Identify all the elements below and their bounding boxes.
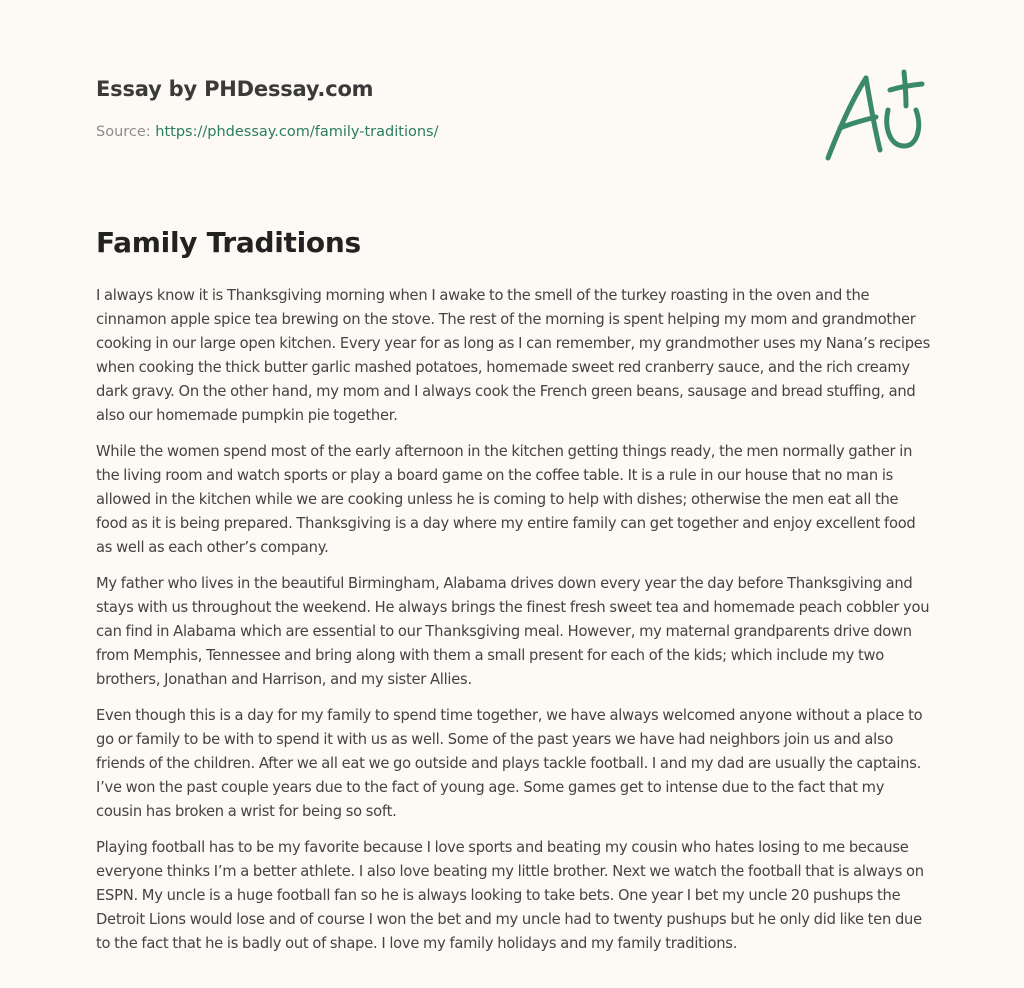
- essay-paragraph: While the women spend most of the early afternoon in the kitchen getting things ready, the men normally gather in the living room and watch sports or play a board game on the coffee table. It is a rule in our house that no man is allowed in the kitchen while we are cooking unless he is coming to help with dishes; otherwise the men eat all the food as it is being prepared. Thanksgiving is a day where my entire family can get together and enjoy excellent food as well as each other’s company.: [96, 443, 916, 556]
- essay-body: [96, 284, 932, 968]
- a-plus-grade-icon: [822, 68, 930, 164]
- source-link[interactable]: https://phdessay.com/family-traditions/: [155, 124, 439, 140]
- brand-title: Essay by PHDessay.com: [96, 77, 374, 101]
- essay-title: Family Traditions: [96, 226, 361, 259]
- essay-paragraph: Even though this is a day for my family to spend time together, we have always welcomed anyone without a place to go or family to be with to spend it with us as well. Some of the past years we have had neighbors join us and also friends of the children. After we all eat we go outside and plays tackle football. I and my dad are usually the captains. I’ve won the past couple years due to the fact of young age. Some games get to intense due to the fact that my cousin has broken a wrist for being so soft.: [96, 707, 923, 820]
- essay-paragraph: Playing football has to be my favorite because I love sports and beating my cousin who hates losing to me because everyone thinks I’m a better athlete. I also love beating my little brother. Next we watch the football that is always on ESPN. My uncle is a huge football fan so he is always looking to take bets. One year I bet my uncle 20 pushups the Detroit Lions would lose and of course I won the bet and my uncle had to twenty pushups but he only did like ten due to the fact that he is badly out of shape. I love my family holidays and my family traditions.: [96, 839, 924, 952]
- essay-paragraph: My father who lives in the beautiful Birmingham, Alabama drives down every year the day before Thanksgiving and stays with us throughout the weekend. He always brings the finest fresh sweet tea and homemade peach cobbler you can find in Alabama which are essential to our Thanksgiving meal. However, my maternal grandparents drive down from Memphis, Tennessee and bring along with them a small present for each of the kids; which include my two brothers, Jonathan and Harrison, and my sister Allies.: [96, 575, 930, 688]
- source-label: Source:: [96, 124, 156, 140]
- source-line: [96, 124, 438, 140]
- essay-paragraph: I always know it is Thanksgiving morning when I awake to the smell of the turkey roasting in the oven and the cinnamon apple spice tea brewing on the stove. The rest of the morning is spent helping my mom and grandmother cooking in our large open kitchen. Every year for as long as I can remember, my grandmother uses my Nana’s recipes when cooking the thick butter garlic mashed potatoes, homemade sweet red cranberry sauce, and the rich creamy dark gravy. On the other hand, my mom and I always cook the French green beans, sausage and bread stuffing, and also our homemade pumpkin pie together.: [96, 287, 930, 424]
